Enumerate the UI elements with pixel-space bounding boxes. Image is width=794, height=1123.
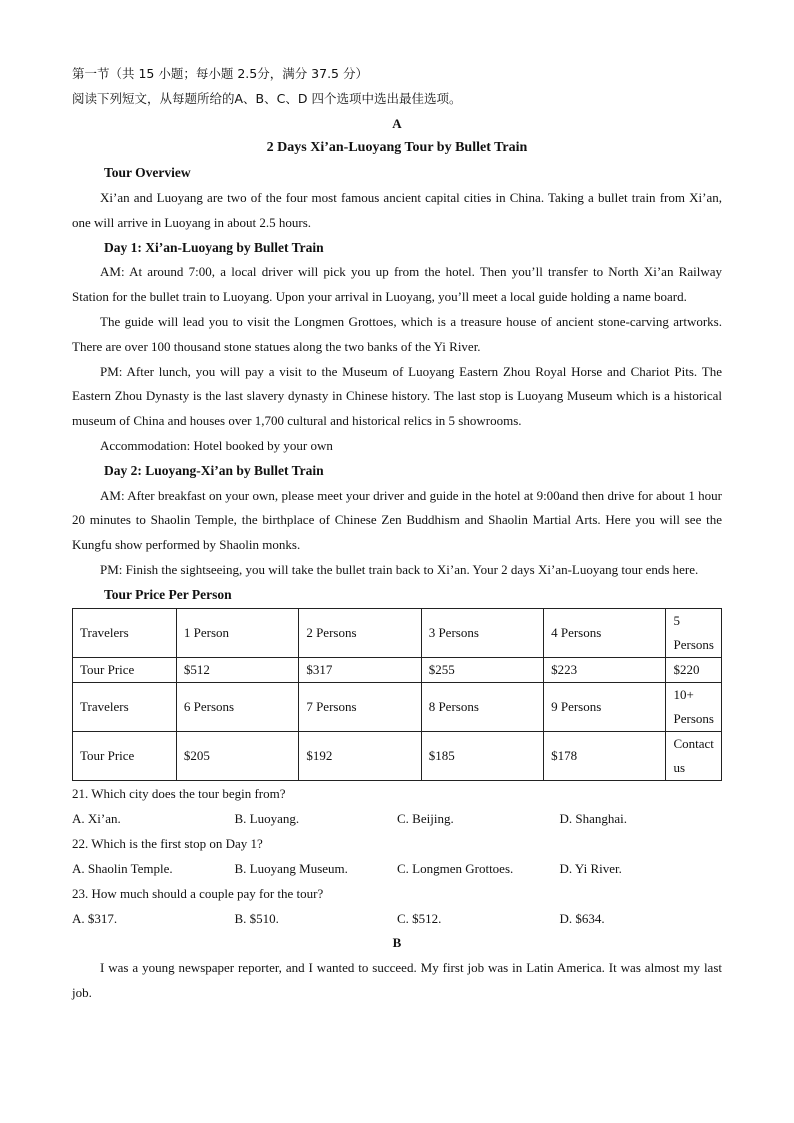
table-cell: 9 Persons: [544, 683, 666, 732]
option-a: A. $317.: [72, 911, 118, 927]
table-cell: Tour Price: [73, 657, 177, 683]
table-cell: 7 Persons: [299, 683, 421, 732]
option-c: C. Longmen Grottoes.: [397, 861, 514, 877]
option-d: D. $634.: [559, 911, 605, 927]
option-list: [72, 906, 722, 931]
table-cell: 4 Persons: [544, 608, 666, 657]
table-cell: Contact us: [666, 732, 722, 781]
question-stem: 21. Which city does the tour begin from?: [72, 786, 286, 802]
option-d: D. Shanghai.: [559, 811, 628, 827]
question-21: [72, 781, 722, 831]
day1-accommodation: Accommodation: Hotel booked by your own: [100, 437, 333, 453]
option-c: C. $512.: [397, 911, 442, 927]
day1-am: AM: At around 7:00, a local driver will pick you up from the hotel. Then you’ll transfer to North Xi’an Railway Station for the bullet train to Luoyang. Upon your arrival in Luoyang, you’ll meet a local guide holding a name board.: [72, 264, 722, 305]
question-stem: 23. How much should a couple pay for the tour?: [72, 886, 324, 902]
day1-guide: The guide will lead you to visit the Longmen Grottoes, which is a treasure house of ancient stone-carving artworks. There are over 100 thousand stone statues along the two banks of the Yi River.: [72, 313, 722, 354]
overview-heading: Tour Overview: [104, 165, 191, 181]
table-cell: 6 Persons: [176, 683, 298, 732]
day2-pm: PM: Finish the sightseeing, you will take the bullet train back to Xi’an. Your 2 days Xi’an-Luoyang tour ends here.: [100, 561, 699, 577]
option-list: [72, 806, 722, 831]
passage-b-label: B: [392, 935, 402, 951]
table-cell: $185: [421, 732, 543, 781]
table-cell: Travelers: [73, 683, 177, 732]
passage-b-text: I was a young newspaper reporter, and I wanted to succeed. My first job was in Latin America. It was almost my last job.: [72, 959, 722, 1000]
overview-text: Xi’an and Luoyang are two of the four most famous ancient capital cities in China. Taking a bullet train from Xi’an, one will arrive in Luoyang in about 2.5 hours.: [72, 189, 722, 230]
price-heading: Tour Price Per Person: [104, 586, 232, 602]
option-c: C. Beijing.: [397, 811, 454, 827]
table-row: [73, 683, 722, 732]
option-d: D. Yi River.: [559, 861, 622, 877]
table-cell: 5 Persons: [666, 608, 722, 657]
table-cell: $220: [666, 657, 722, 683]
table-cell: $255: [421, 657, 543, 683]
option-a: A. Shaolin Temple.: [72, 861, 173, 877]
table-cell: 8 Persons: [421, 683, 543, 732]
instruction: 阅读下列短文，从每题所给的A、B、C、D 四个选项中选出最佳选项。: [72, 90, 462, 106]
section-info: 第一节（共 15 小题；每小题 2.5分，满分 37.5 分）: [72, 66, 368, 81]
table-cell: 3 Persons: [421, 608, 543, 657]
table-row: [73, 732, 722, 781]
table-cell: 10+ Persons: [666, 683, 722, 732]
question-22: [72, 831, 722, 881]
option-b: B. Luoyang.: [234, 811, 300, 827]
table-cell: 1 Person: [176, 608, 298, 657]
table-cell: $205: [176, 732, 298, 781]
table-cell: $192: [299, 732, 421, 781]
passage-a-title: 2 Days Xi’an-Luoyang Tour by Bullet Train: [266, 140, 528, 156]
day2-am: AM: After breakfast on your own, please meet your driver and guide in the hotel at 9:00and then drive for about 1 hour 20 minutes to Shaolin Temple, the birthplace of Chinese Zen Buddhism and Shaolin Martial Arts. Here you will see the Kungfu show performed by Shaolin monks.: [72, 487, 722, 553]
table-cell: $512: [176, 657, 298, 683]
option-a: A. Xi’an.: [72, 811, 121, 827]
option-list: [72, 856, 722, 881]
price-table: [72, 608, 722, 782]
day1-pm: PM: After lunch, you will pay a visit to the Museum of Luoyang Eastern Zhou Royal Horse and Chariot Pits. The Eastern Zhou Dynasty is the last slavery dynasty in Chinese history. The last stop is Luoyang Museum which is a historical museum of China and houses over 1,700 cultural and historical relics in 5 showrooms.: [72, 363, 722, 429]
table-cell: $223: [544, 657, 666, 683]
option-b: B. $510.: [234, 911, 279, 927]
question-stem: 22. Which is the first stop on Day 1?: [72, 836, 263, 852]
table-cell: Tour Price: [73, 732, 177, 781]
passage-a-label: A: [392, 115, 402, 131]
table-row: [73, 657, 722, 683]
question-23: [72, 881, 722, 931]
day2-heading: Day 2: Luoyang-Xi’an by Bullet Train: [104, 462, 324, 478]
table-cell: $317: [299, 657, 421, 683]
table-cell: 2 Persons: [299, 608, 421, 657]
exam-page: [72, 62, 722, 1005]
table-cell: Travelers: [73, 608, 177, 657]
option-b: B. Luoyang Museum.: [234, 861, 348, 877]
table-cell: $178: [544, 732, 666, 781]
table-row: [73, 608, 722, 657]
day1-heading: Day 1: Xi’an-Luoyang by Bullet Train: [104, 239, 324, 255]
